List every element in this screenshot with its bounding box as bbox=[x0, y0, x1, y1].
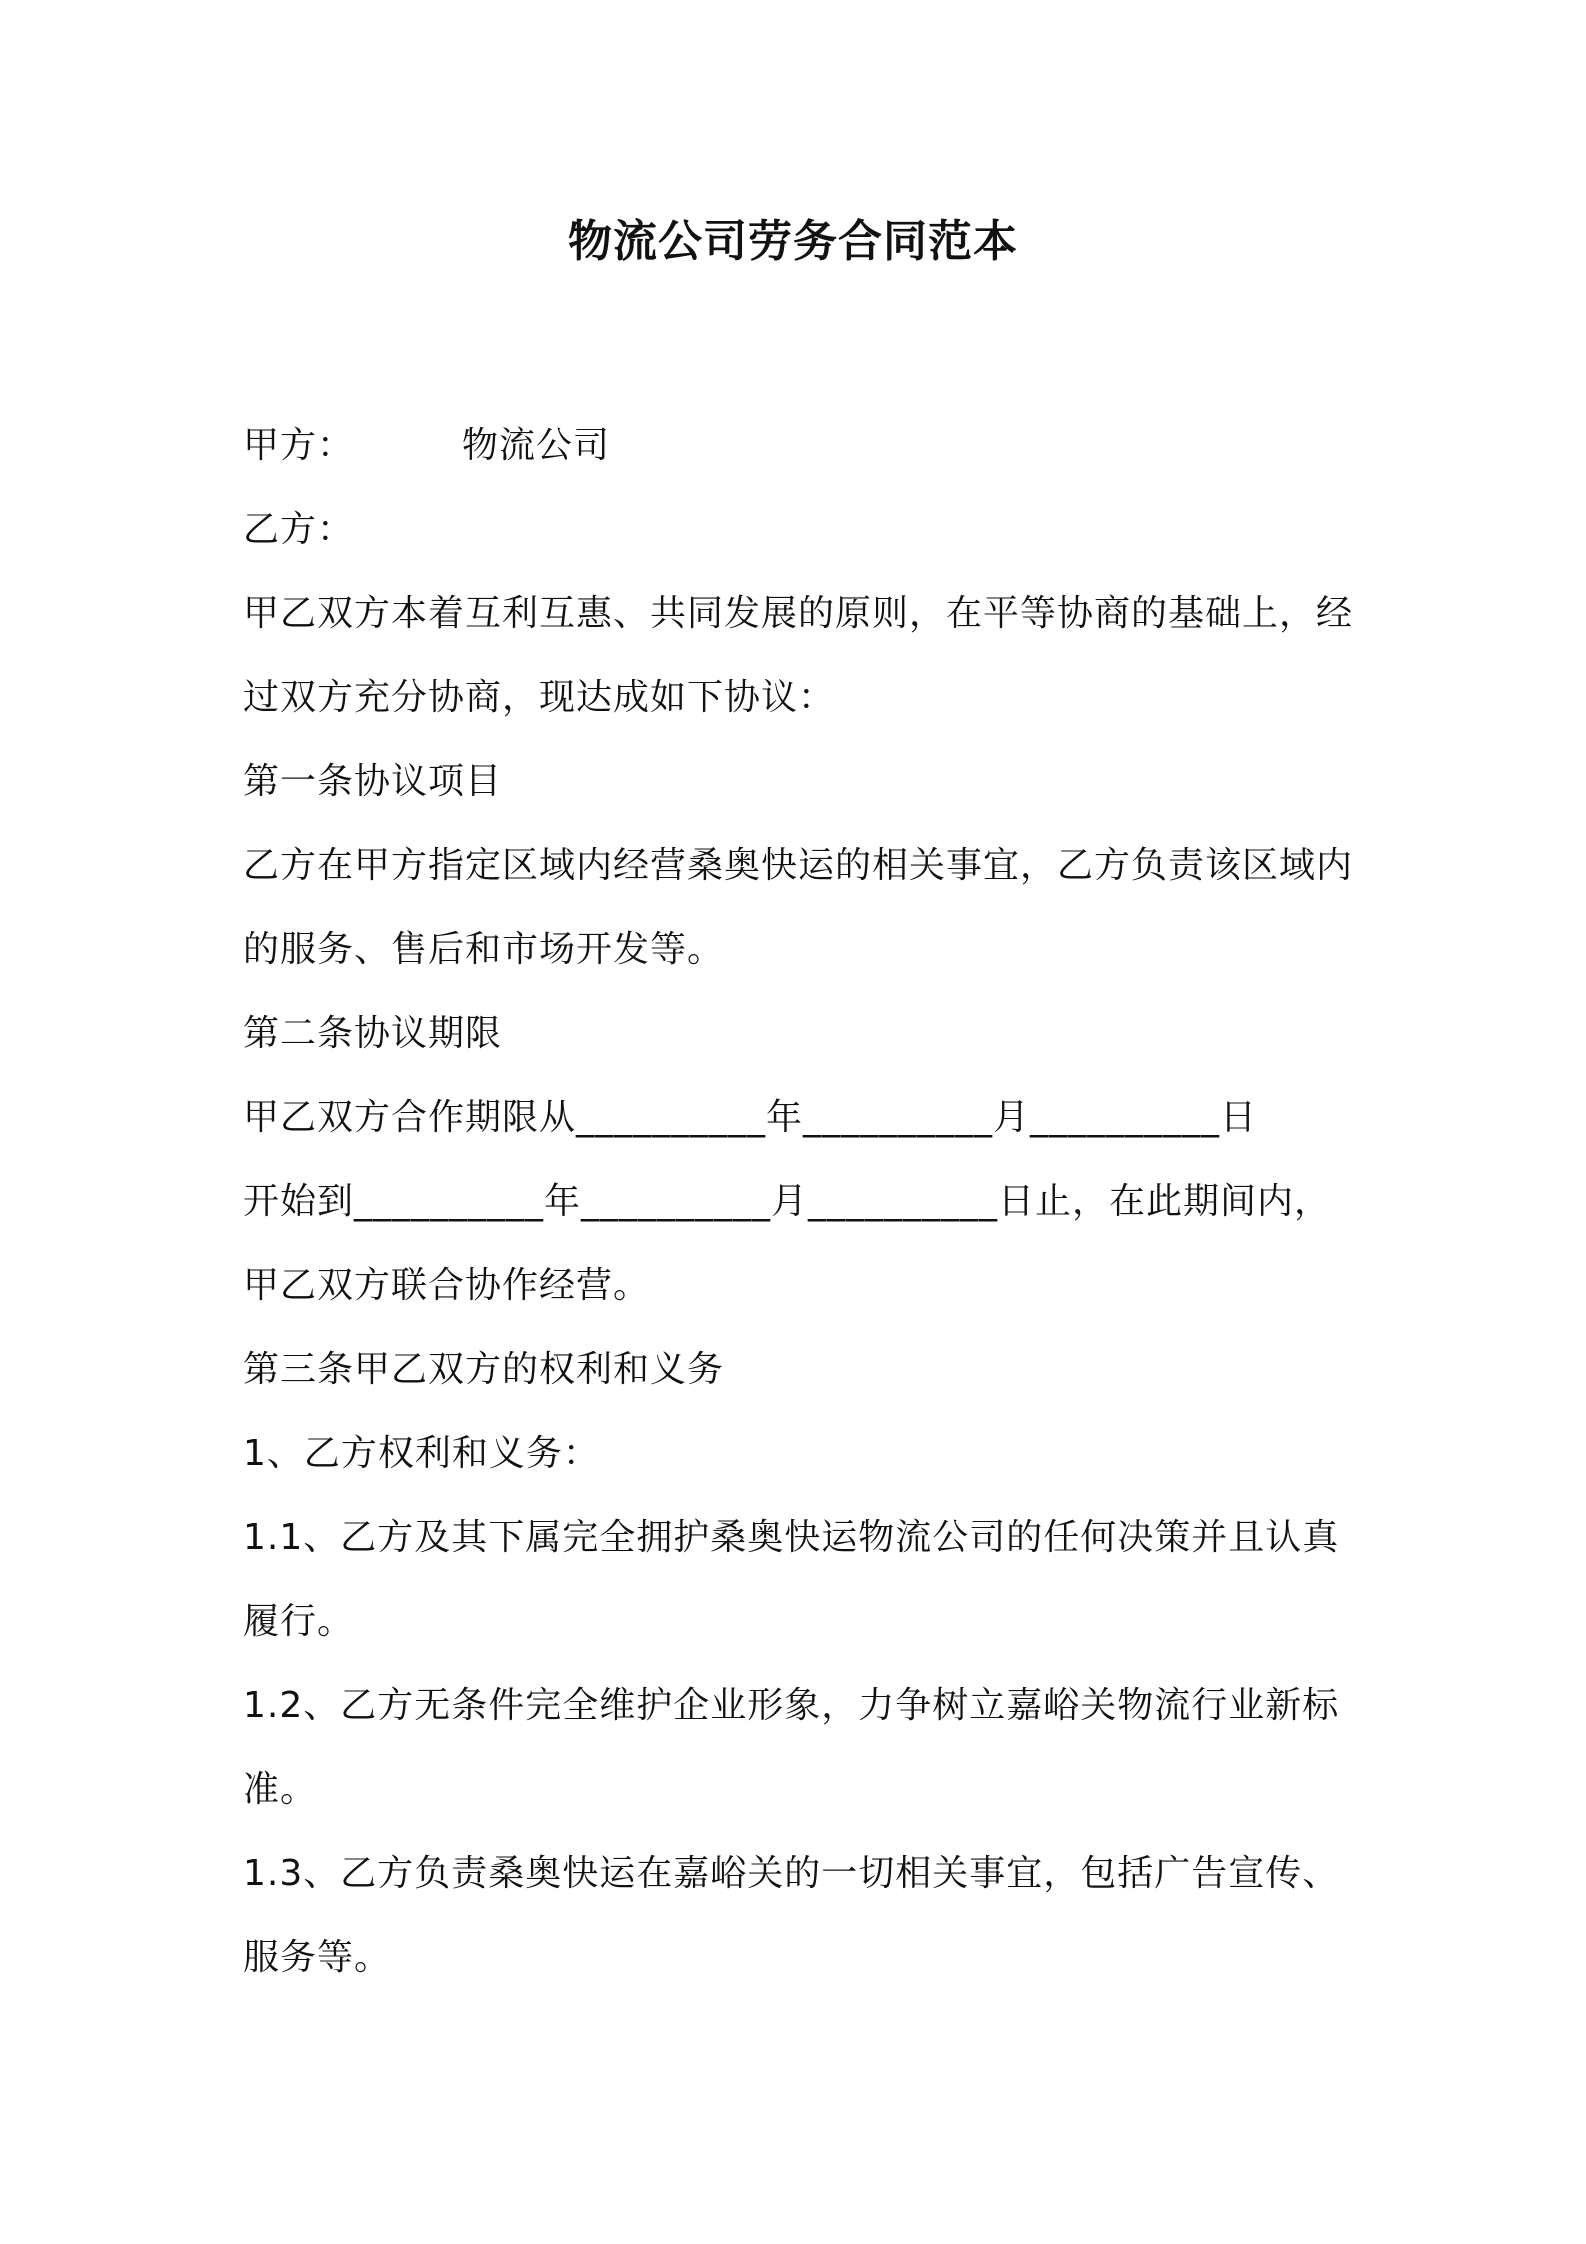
text-line: 服务等。 bbox=[243, 1937, 392, 1978]
party-a-value: 物流公司 bbox=[462, 425, 611, 466]
document-title: 物流公司劳务合同范本 bbox=[568, 216, 1018, 267]
section-heading: 第一条协议项目 bbox=[243, 761, 503, 802]
text-line: 准。 bbox=[243, 1769, 318, 1810]
text-line: 1.3、乙方负责桑奥快运在嘉峪关的一切相关事宜，包括广告宣传、 bbox=[243, 1853, 1340, 1894]
party-a-label: 甲方： bbox=[243, 425, 355, 466]
text-line: 履行。 bbox=[243, 1601, 355, 1642]
text-line: 甲乙双方联合协作经营。 bbox=[243, 1265, 651, 1306]
text-line: 乙方在甲方指定区域内经营桑奥快运的相关事宜，乙方负责该区域内 bbox=[243, 845, 1354, 886]
text-line: 甲乙双方合作期限从__________年__________月__________日 bbox=[243, 1097, 1258, 1138]
party-b-line bbox=[243, 488, 1383, 572]
text-line: 1.2、乙方无条件完全维护企业形象，力争树立嘉峪关物流行业新标 bbox=[243, 1685, 1340, 1726]
text-line: 开始到__________年__________月__________日止，在此期间内， bbox=[243, 1181, 1332, 1222]
section-heading: 第二条协议期限 bbox=[243, 1013, 503, 1054]
party-b-label: 乙方： bbox=[243, 509, 355, 550]
text-line: 过双方充分协商，现达成如下协议： bbox=[243, 677, 836, 718]
text-line: 的服务、售后和市场开发等。 bbox=[243, 929, 725, 970]
party-a-line bbox=[243, 404, 1383, 488]
text-line: 1.1、乙方及其下属完全拥护桑奥快运物流公司的任何决策并且认真 bbox=[243, 1517, 1340, 1558]
text-line: 甲乙双方本着互利互惠、共同发展的原则，在平等协商的基础上，经 bbox=[243, 593, 1354, 634]
text-line: 1、乙方权利和义务： bbox=[243, 1433, 600, 1474]
section-heading: 第三条甲乙双方的权利和义务 bbox=[243, 1349, 725, 1390]
document-body bbox=[243, 404, 1383, 2000]
